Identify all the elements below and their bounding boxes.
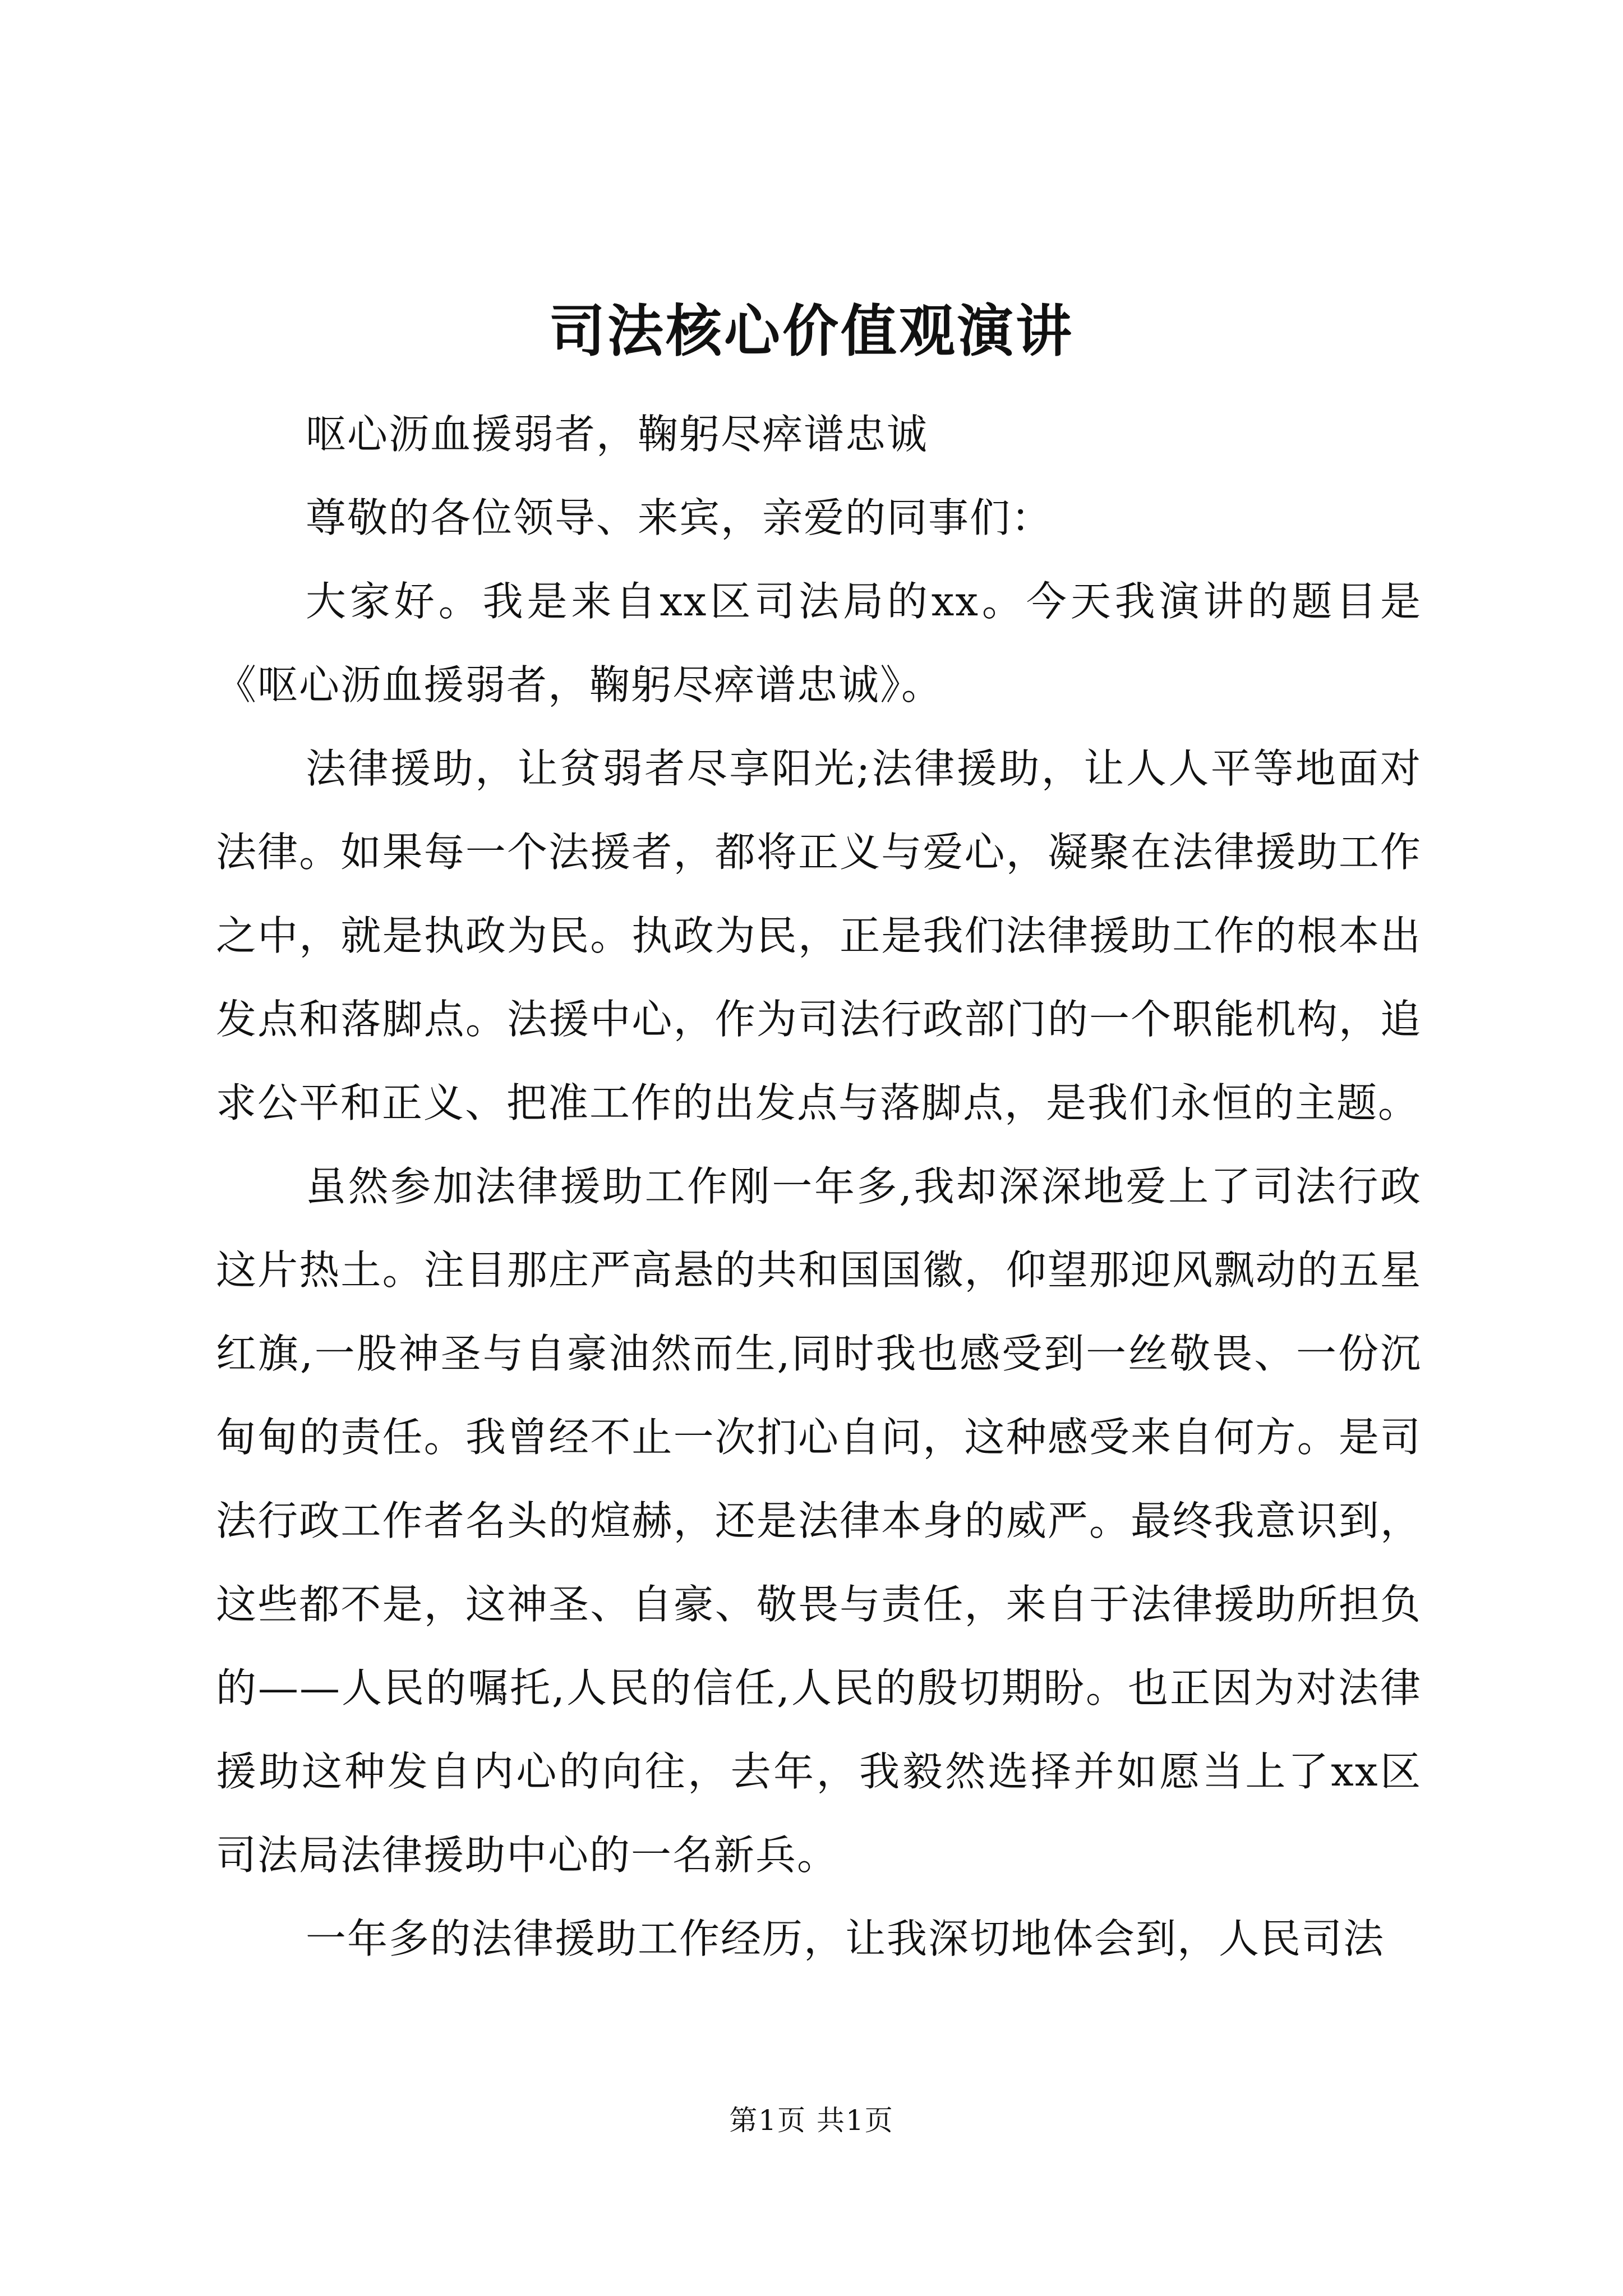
paragraph-experience: 虽然参加法律援助工作刚一年多,我却深深地爱上了司法行政这片热土。注目那庄严高悬的共和国国徽，仰望那迎风飘动的五星红旗,一股神圣与自豪油然而生,同时我也感受到一丝敬畏、一份沉甸甸的责任。我曾经不止一次扪心自问，这种感受来自何方。是司法行政工作者名头的煊赫，还是法律本身的威严。最终我意识到，这些都不是，这神圣、自豪、敬畏与责任，来自于法律援助所担负的——人民的嘱托,人民的信任,人民的殷切期盼。也正因为对法律援助这种发自内心的向往，去年，我毅然选择并如愿当上了xx区司法局法律援助中心的一名新兵。 (216, 1163, 1422, 1879)
document-title: 司法核心价值观演讲 (549, 298, 1074, 364)
salutation: 尊敬的各位领导、来宾，亲爱的同事们： (306, 494, 1053, 541)
document-body (216, 393, 1422, 1981)
paragraph-continued: 一年多的法律援助工作经历，让我深切地体会到，人民司法 (306, 1915, 1385, 1962)
page-footer: 第1页 共1页 (729, 2104, 894, 2137)
speech-subtitle: 呕心沥血援弱者，鞠躬尽瘁谱忠诚 (306, 411, 929, 458)
paragraph-intro: 大家好。我是来自xx区司法局的xx。今天我演讲的题目是《呕心沥血援弱者，鞠躬尽瘁谱忠诚》。 (216, 578, 1422, 708)
paragraph-legal-aid: 法律援助，让贫弱者尽享阳光;法律援助，让人人平等地面对法律。如果每一个法援者，都将正义与爱心，凝聚在法律援助工作之中，就是执政为民。执政为民，正是我们法律援助工作的根本出发点和落脚点。法援中心，作为司法行政部门的一个职能机构，追求公平和正义、把准工作的出发点与落脚点，是我们永恒的主题。 (216, 745, 1422, 1126)
